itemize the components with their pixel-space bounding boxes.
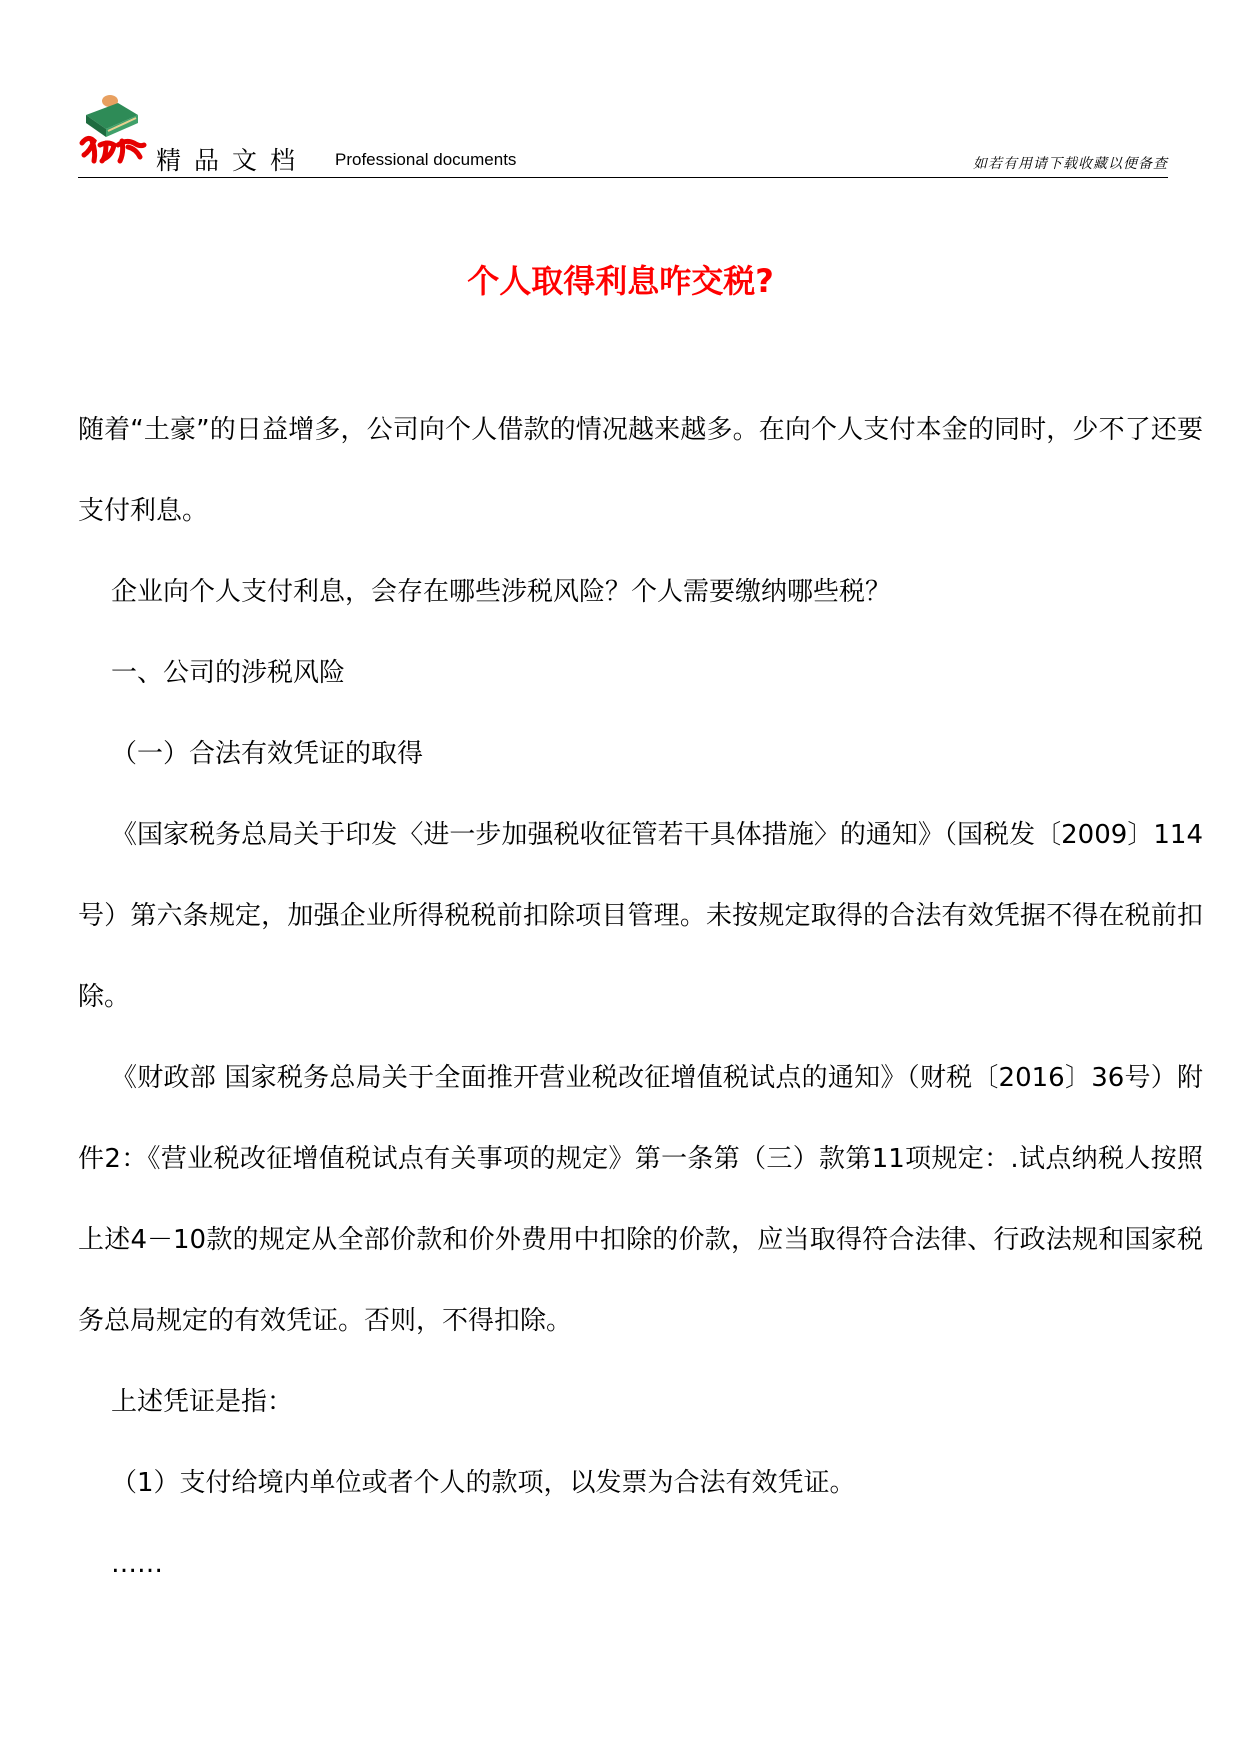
paragraph: 随着“土豪”的日益增多，公司向个人借款的情况越来越多。在向个人支付本金的同时，少不了还要支付利息。 — [78, 415, 1203, 526]
header-note: 如若有用请下载收藏以便备查 — [973, 156, 1168, 172]
document-title: 个人取得利息咋交税? — [467, 262, 774, 300]
subsection-heading: （一）合法有效凭证的取得 — [111, 739, 424, 769]
paragraph: 《国家税务总局关于印发〈进一步加强税收征管若干具体措施〉的通知》（国税发〔2009〕114号）第六条规定，加强企业所得税税前扣除项目管理。未按规定取得的合法有效凭据不得在税前扣除。 — [78, 820, 1203, 1012]
logo-text: 精品文档 — [156, 146, 309, 175]
paragraph: 《财政部 国家税务总局关于全面推开营业税改征增值税试点的通知》（财税〔2016〕36号）附件2：《营业税改征增值税试点有关事项的规定》第一条第（三）款第11项规定：.试点纳税人按照上述4－10款的规定从全部价款和价外费用中扣除的价款，应当取得符合法律、行政法规和国家税务总局规定的有效凭证。否则，不得扣除。 — [78, 1063, 1203, 1336]
book-logo-icon — [78, 85, 158, 177]
paragraph: 上述凭证是指： — [111, 1387, 294, 1417]
paragraph: 企业向个人支付利息，会存在哪些涉税风险？个人需要缴纳哪些税？ — [111, 577, 892, 607]
logo-english-text: Professional documents — [335, 150, 517, 169]
paragraph: （1）支付给境内单位或者个人的款项，以发票为合法有效凭证。 — [111, 1468, 856, 1498]
section-heading: 一、公司的涉税风险 — [111, 658, 346, 688]
page-header — [78, 85, 1168, 178]
document-body — [78, 390, 1203, 1605]
ellipsis: …… — [111, 1549, 163, 1579]
